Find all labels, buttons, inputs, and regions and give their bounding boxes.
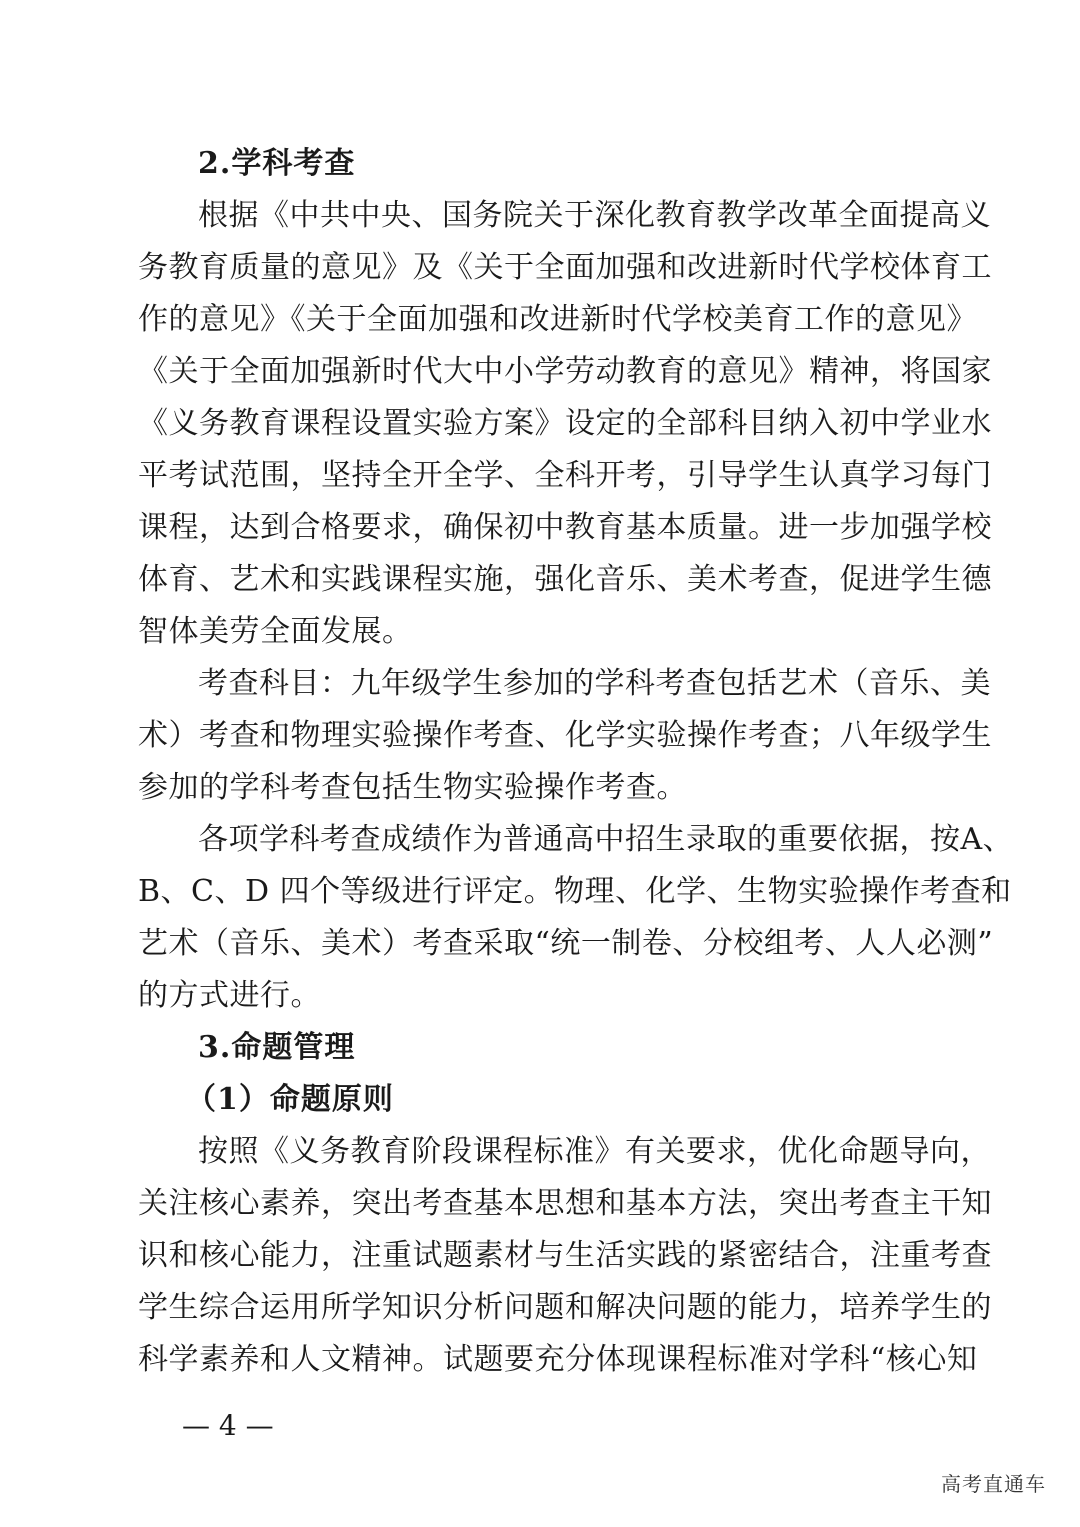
section-3-heading: 3.命题管理 [198,1030,356,1065]
paragraph-line: 科学素养和人文精神。试题要充分体现课程标准对学科“核心知 [138,1342,978,1377]
paragraph-line: 智体美劳全面发展。 [138,614,413,649]
paragraph-line: 的方式进行。 [138,978,321,1013]
paragraph-line: 学生综合运用所学知识分析问题和解决问题的能力，培养学生的 [138,1290,992,1325]
paragraph-line: B、C、D 四个等级进行评定。物理、化学、生物实验操作考查和 [138,874,1012,909]
paragraph-line: 作的意见》《关于全面加强和改进新时代学校美育工作的意见》 [138,302,977,337]
paragraph-line: 平考试范围，坚持全开全学、全科开考，引导学生认真学习每门 [138,458,992,493]
watermark-text: 高考直通车 [941,1472,1046,1496]
paragraph-line: 艺术（音乐、美术）考查采取“统一制卷、分校组考、人人必测” [138,926,994,961]
paragraph-line: 各项学科考查成绩作为普通高中招生录取的重要依据，按A、 [198,822,1014,857]
paragraph-line: 《义务教育课程设置实验方案》设定的全部科目纳入初中学业水 [138,406,992,441]
paragraph-line: 考查科目：九年级学生参加的学科考查包括艺术（音乐、美 [198,666,991,701]
paragraph-line: 参加的学科考查包括生物实验操作考查。 [138,770,687,805]
section-2-heading: 2.学科考查 [198,146,356,181]
paragraph-line: 识和核心能力，注重试题素材与生活实践的紧密结合，注重考查 [138,1238,992,1273]
paragraph-line: 务教育质量的意见》及《关于全面加强和改进新时代学校体育工 [138,250,992,285]
paragraph-line: 课程，达到合格要求，确保初中教育基本质量。进一步加强学校 [138,510,992,545]
paragraph-line: 术）考查和物理实验操作考查、化学实验操作考查；八年级学生 [138,718,992,753]
paragraph-line: 关注核心素养，突出考查基本思想和基本方法，突出考查主干知 [138,1186,992,1221]
paragraph-line: 根据《中共中央、国务院关于深化教育教学改革全面提高义 [198,198,991,233]
paragraph-line: 体育、艺术和实践课程实施，强化音乐、美术考查，促进学生德 [138,562,992,597]
paragraph-line: 《关于全面加强新时代大中小学劳动教育的意见》精神，将国家 [138,354,992,389]
page-number: — 4 — [182,1409,274,1442]
paragraph-line: 按照《义务教育阶段课程标准》有关要求，优化命题导向， [198,1134,991,1169]
section-3-subheading: （1）命题原则 [186,1082,394,1117]
